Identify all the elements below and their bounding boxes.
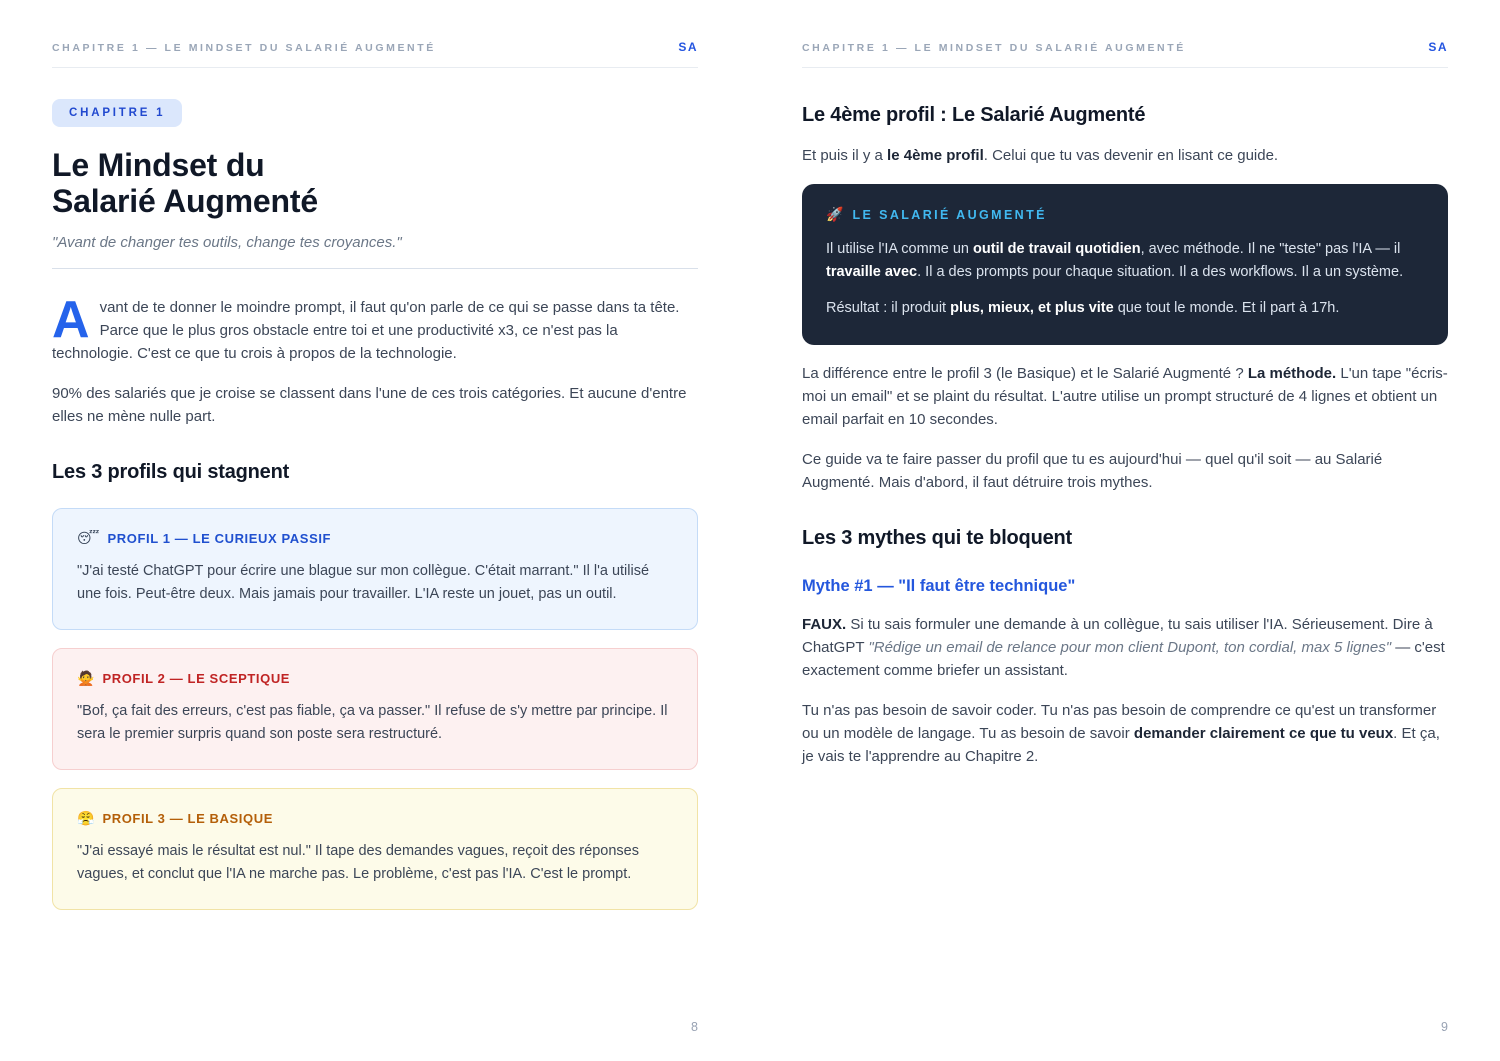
brand-logo: SA: [1428, 40, 1448, 54]
profile-card-basique: [52, 788, 698, 910]
callout-paragraph-2: Résultat : il produit plus, mieux, et plus vite que tout le monde. Et il part à 17h.: [826, 300, 1340, 316]
page-right: [750, 0, 1500, 1061]
divider: [52, 268, 698, 269]
paragraph-intro-text: vant de te donner le moindre prompt, il faut qu'on parle de ce qui se passe dans ta tête. Parce que le plus gros obstacle entre toi et une productivité x3, ce n'est pas la technologie. C'est ce que tu crois à propos de la technologie.: [52, 299, 680, 362]
paragraph-4th-intro: Et puis il y a le 4ème profil. Celui que tu vas devenir en lisant ce guide.: [802, 147, 1279, 164]
profile-card-curieux-passif: [52, 508, 698, 630]
paragraph-faux: FAUX. Si tu sais formuler une demande à un collègue, tu sais utiliser l'IA. Sérieusement. Dire à ChatGPT "Rédige un email de relance pour mon client Dupont, ton cordial, max 5 lignes" — c'est exactement comme briefer un assistant.: [802, 616, 1445, 679]
paragraph-guide: Ce guide va te faire passer du profil que tu es aujourd'hui — quel qu'il soit — au Salarié Augmenté. Mais d'abord, il faut détruire trois mythes.: [802, 451, 1383, 491]
page-number-right: 9: [1441, 1020, 1448, 1034]
running-header: [52, 40, 698, 68]
person-gesturing-no-icon: 🙅: [77, 670, 95, 686]
profile-card-text: "Bof, ça fait des erreurs, c'est pas fiable, ça va passer." Il refuse de s'y mettre par principe. Il sera le premier surpris quand son poste sera restructuré.: [77, 703, 668, 742]
page-number-left: 8: [691, 1020, 698, 1034]
profile-card-title: [77, 670, 673, 687]
steam-nose-face-icon: 😤: [77, 810, 95, 826]
chapter-title-line2: Salarié Augmenté: [52, 183, 318, 219]
section-title-profiles: Les 3 profils qui stagnent: [52, 461, 290, 483]
myth-1-title: Mythe #1 — "Il faut être technique": [802, 577, 1076, 595]
profile-card-sceptique: [52, 648, 698, 770]
brand-logo: SA: [678, 40, 698, 54]
chapter-title: [52, 147, 698, 219]
rocket-icon: 🚀: [826, 206, 844, 222]
profile-card-title: [77, 530, 673, 547]
paragraph-no-code: Tu n'as pas besoin de savoir coder. Tu n'as pas besoin de comprendre ce qu'est un transformer ou un modèle de langage. Tu as besoin de savoir demander clairement ce que tu veux. Et ça, je vais te l'apprendre au Chapitre 2.: [802, 702, 1440, 765]
chapter-badge: CHAPITRE 1: [52, 99, 182, 127]
profile-card-label: PROFIL 1 — LE CURIEUX PASSIF: [107, 531, 332, 546]
profile-card-text: "J'ai essayé mais le résultat est nul." Il tape des demandes vagues, reçoit des réponses vagues, et conclut que l'IA ne marche pas. Le problème, c'est pas l'IA. C'est le prompt.: [77, 843, 639, 882]
profile-card-text: "J'ai testé ChatGPT pour écrire une blague sur mon collègue. C'était marrant." Il l'a utilisé une fois. Peut-être deux. Mais jamais pour travailler. L'IA reste un jouet, pas un outil.: [77, 563, 650, 602]
sleeping-face-icon: 😴: [77, 530, 100, 546]
chapter-title-line1: Le Mindset du: [52, 147, 265, 183]
callout-paragraph-1: Il utilise l'IA comme un outil de travail quotidien, avec méthode. Il ne "teste" pas l'IA — il travaille avec. Il a des prompts pour chaque situation. Il a des workflows. Il a un système.: [826, 241, 1404, 280]
profile-card-label: PROFIL 3 — LE BASIQUE: [102, 811, 273, 826]
section-title-myths: Les 3 mythes qui te bloquent: [802, 527, 1072, 549]
callout-title: [826, 206, 1424, 223]
profile-card-title: [77, 810, 673, 827]
chapter-quote: "Avant de changer tes outils, change tes croyances.": [52, 234, 402, 251]
paragraph-stats: 90% des salariés que je croise se classent dans l'une de ces trois catégories. Et aucune d'entre elles ne mène nulle part.: [52, 385, 687, 425]
running-header-title: CHAPITRE 1 — LE MINDSET DU SALARIÉ AUGMENTÉ: [52, 42, 436, 54]
callout-label: LE SALARIÉ AUGMENTÉ: [852, 208, 1047, 222]
paragraph-difference: La différence entre le profil 3 (le Basique) et le Salarié Augmenté ? La méthode. L'un tape "écris-moi un email" et se plaint du résultat. L'autre utilise un prompt structuré de 4 lignes et obtient un email parfait en 10 secondes.: [802, 365, 1448, 428]
paragraph-intro: [52, 291, 698, 365]
dropcap: A: [52, 291, 90, 349]
section-title-4th-profile: Le 4ème profil : Le Salarié Augmenté: [802, 104, 1146, 126]
profile-card-label: PROFIL 2 — LE SCEPTIQUE: [102, 671, 291, 686]
callout-salarie-augmente: [802, 184, 1448, 345]
running-header-title: CHAPITRE 1 — LE MINDSET DU SALARIÉ AUGMENTÉ: [802, 42, 1186, 54]
running-header: [802, 40, 1448, 68]
